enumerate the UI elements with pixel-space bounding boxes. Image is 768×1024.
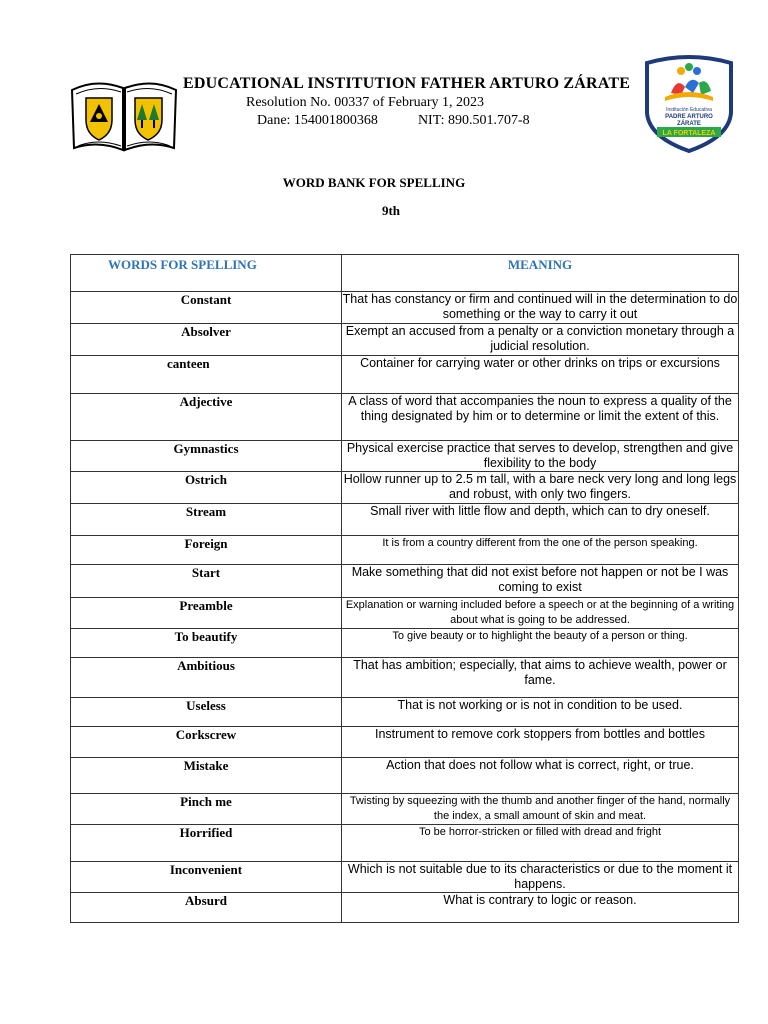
meaning-cell: Instrument to remove cork stoppers from bottles and bottles (342, 727, 739, 758)
word-cell: Foreign (71, 536, 342, 565)
table-row (71, 441, 739, 472)
word-cell: To beautify (71, 629, 342, 658)
word-cell: Corkscrew (71, 727, 342, 758)
word-cell: Adjective (71, 394, 342, 441)
word-cell: Mistake (71, 758, 342, 794)
table-row (71, 356, 739, 394)
meaning-cell: A class of word that accompanies the noun to express a quality of the thing designated by him or to determine or limit the extent of this. (342, 394, 739, 441)
meaning-cell: To give beauty or to highlight the beauty of a person or thing. (342, 629, 739, 658)
word-cell: Ostrich (71, 472, 342, 504)
meaning-cell: That is not working or is not in condition to be used. (342, 698, 739, 727)
meaning-cell: What is contrary to logic or reason. (342, 893, 739, 923)
meaning-cell: Explanation or warning included before a speech or at the beginning of a writing about what is going to be addressed. (342, 598, 739, 629)
word-cell: Absurd (71, 893, 342, 923)
word-cell: Absolver (71, 324, 342, 356)
header-words: WORDS FOR SPELLING (71, 255, 342, 292)
table-row (71, 598, 739, 629)
table-row (71, 794, 739, 825)
institution-shield-logo-icon (641, 53, 737, 153)
institution-name: EDUCATIONAL INSTITUTION FATHER ARTURO ZÁRATE (183, 75, 631, 92)
table-header-row (71, 255, 739, 292)
table-row (71, 472, 739, 504)
header-meaning: MEANING (342, 255, 739, 292)
nit-code: NIT: 890.501.707-8 (417, 113, 530, 128)
word-cell: Inconvenient (71, 862, 342, 893)
meaning-cell: Physical exercise practice that serves to develop, strengthen and give flexibility to the body (342, 441, 739, 472)
table-row (71, 727, 739, 758)
meaning-cell: Twisting by squeezing with the thumb and another finger of the hand, normally the index, a small amount of skin and meat. (342, 794, 739, 825)
meaning-cell: That has ambition; especially, that aims to achieve wealth, power or fame. (342, 658, 739, 698)
resolution-text: Resolution No. 00337 of February 1, 2023 (246, 95, 484, 110)
table-row (71, 565, 739, 598)
document-title: WORD BANK FOR SPELLING (282, 175, 466, 190)
table-row (71, 504, 739, 536)
meaning-cell: Small river with little flow and depth, which can to dry oneself. (342, 504, 739, 536)
word-bank-table (70, 254, 739, 923)
meaning-cell: That has constancy or firm and continued will in the determination to do something or the way to carry it out (342, 292, 739, 324)
word-cell: Useless (71, 698, 342, 727)
document-header (0, 0, 768, 165)
registry-codes (257, 113, 530, 129)
table-row (71, 536, 739, 565)
table-row (71, 862, 739, 893)
table-row (71, 825, 739, 862)
table-row (71, 893, 739, 923)
logo-line3: ZÁRATE (677, 121, 701, 127)
table-row (71, 292, 739, 324)
word-cell: Ambitious (71, 658, 342, 698)
word-cell: Constant (71, 292, 342, 324)
table-row (71, 758, 739, 794)
word-cell: Start (71, 565, 342, 598)
word-cell: Horrified (71, 825, 342, 862)
table-row (71, 698, 739, 727)
logo-line2: PADRE ARTURO (665, 114, 713, 120)
table-row (71, 629, 739, 658)
meaning-cell: Make something that did not exist before not happen or not be I was coming to exist (342, 565, 739, 598)
table-row (71, 324, 739, 356)
institution-book-logo-icon (68, 76, 180, 154)
table-row (71, 658, 739, 698)
word-cell: Stream (71, 504, 342, 536)
meaning-cell: Hollow runner up to 2.5 m tall, with a bare neck very long and long legs and robust, with only two fingers. (342, 472, 739, 504)
grade-label: 9th (381, 203, 401, 218)
logo-ribbon: LA FORTALEZA (662, 130, 716, 137)
word-cell: canteen (71, 356, 342, 394)
meaning-cell: Action that does not follow what is correct, right, or true. (342, 758, 739, 794)
table-row (71, 394, 739, 441)
logo-line1: Institución Educativa (666, 107, 712, 113)
meaning-cell: Container for carrying water or other drinks on trips or excursions (342, 356, 739, 394)
meaning-cell: Exempt an accused from a penalty or a conviction monetary through a judicial resolution. (342, 324, 739, 356)
word-cell: Preamble (71, 598, 342, 629)
meaning-cell: It is from a country different from the one of the person speaking. (342, 536, 739, 565)
meaning-cell: Which is not suitable due to its characteristics or due to the moment it happens. (342, 862, 739, 893)
meaning-cell: To be horror-stricken or filled with dread and fright (342, 825, 739, 862)
word-cell: Gymnastics (71, 441, 342, 472)
dane-code: Dane: 154001800368 (257, 113, 378, 128)
word-cell: Pinch me (71, 794, 342, 825)
